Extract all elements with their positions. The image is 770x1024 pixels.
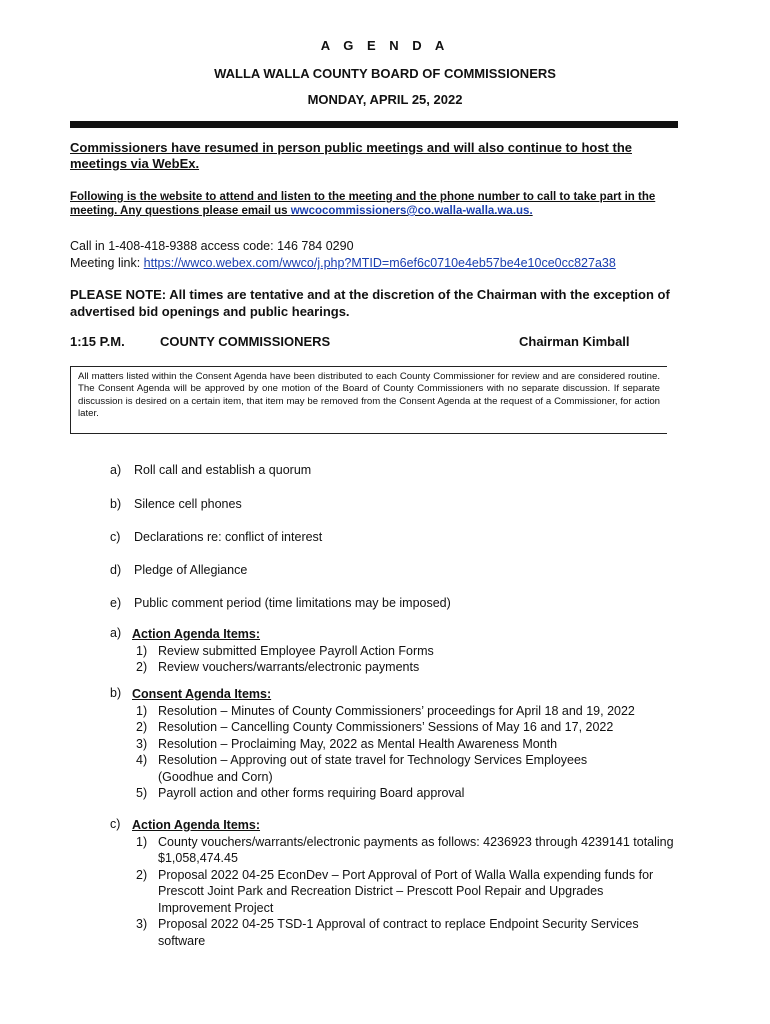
list-item: 3) Resolution – Proclaiming May, 2022 as Mental Health Awareness Month — [136, 736, 558, 751]
call-in-phone: Call in 1-408-418-9388 access code: 146 784 0290 — [70, 239, 354, 253]
opening-item: c) Declarations re: conflict of interest — [110, 530, 323, 544]
consent-b-section — [132, 686, 692, 802]
list-item: 4) Resolution – Approving out of state travel for Technology Services Employees (Goodhue and Corn) — [136, 753, 588, 784]
action-c-title: Action Agenda Items: — [132, 818, 261, 832]
meeting-link-line — [70, 255, 616, 272]
opening-item: e) Public comment period (time limitations may be imposed) — [110, 596, 451, 610]
list-item: 5) Payroll action and other forms requiring Board approval — [136, 786, 465, 800]
opening-item: d) Pledge of Allegiance — [110, 563, 248, 577]
website-notice-text: Following is the website to attend and listen to the meeting and the phone number to call to take part in the meeting. Any questions please email us — [70, 191, 656, 217]
opening-item: b) Silence cell phones — [110, 497, 242, 511]
meeting-link[interactable]: https://wwco.webex.com/wwco/j.php?MTID=m6ef6c0710e4eb57be4e10ce0cc827a38 — [143, 256, 616, 270]
section-time: 1:15 P.M. — [70, 334, 125, 349]
list-item: 1) County vouchers/warrants/electronic payments as follows: 4236923 through 4239141 totaling $1,058,474.45 — [136, 834, 674, 865]
call-in-block — [70, 238, 616, 272]
action-c-label: c) — [110, 817, 121, 831]
action-c-section — [132, 817, 687, 949]
list-item: 1) Review submitted Employee Payroll Action Forms — [136, 643, 434, 658]
board-name: WALLA WALLA COUNTY BOARD OF COMMISSIONERS — [214, 66, 556, 81]
section-chair: Chairman Kimball — [519, 334, 630, 349]
action-a-label: a) — [110, 626, 122, 640]
header-rule — [70, 121, 678, 128]
meeting-date: MONDAY, APRIL 25, 2022 — [307, 92, 463, 107]
list-item: 2) Proposal 2022 04-25 EconDev – Port Approval of Port of Walla Walla expending funds for Prescott Joint Park and Recreation District – Prescott Pool Repair and Upgrades Improvement Project — [136, 867, 654, 915]
contact-email-link[interactable]: wwcocommissioners@co.walla-walla.wa.us. — [290, 205, 533, 217]
action-a-section — [132, 626, 672, 676]
please-note: PLEASE NOTE: All times are tentative and at the discretion of the Chairman with the exception of advertised bid openings and public hearings. — [70, 287, 670, 319]
consent-b-title: Consent Agenda Items: — [132, 687, 272, 701]
action-a-title: Action Agenda Items: — [132, 627, 261, 641]
list-item: 2) Review vouchers/warrants/electronic payments — [136, 660, 420, 674]
list-item: 2) Resolution – Cancelling County Commissioners’ Sessions of May 16 and 17, 2022 — [136, 720, 614, 734]
section-title: COUNTY COMMISSIONERS — [160, 334, 331, 349]
consent-b-label: b) — [110, 686, 122, 700]
opening-item: a) Roll call and establish a quorum — [110, 463, 312, 477]
website-notice — [70, 190, 684, 218]
list-item: 3) Proposal 2022 04-25 TSD-1 Approval of contract to replace Endpoint Security Services software — [136, 917, 639, 948]
consent-note-text: All matters listed within the Consent Agenda have been distributed to each County Commissioner for review and are considered routine. The Consent Agenda will be approved by one motion of the Board of County Commissioners with no separate discussion. If separate discussion is desired on a certain item, that item may be removed from the Consent Agenda at the request of a Commissioner, for action later. — [78, 371, 660, 420]
list-item: 1) Resolution – Minutes of County Commissioners’ proceedings for April 18 and 19, 2022 — [136, 703, 635, 718]
resumed-notice: Commissioners have resumed in person public meetings and will also continue to host the meetings via WebEx. — [70, 140, 632, 171]
meeting-link-label: Meeting link: — [70, 256, 144, 270]
agenda-title: A G E N D A — [320, 38, 450, 53]
